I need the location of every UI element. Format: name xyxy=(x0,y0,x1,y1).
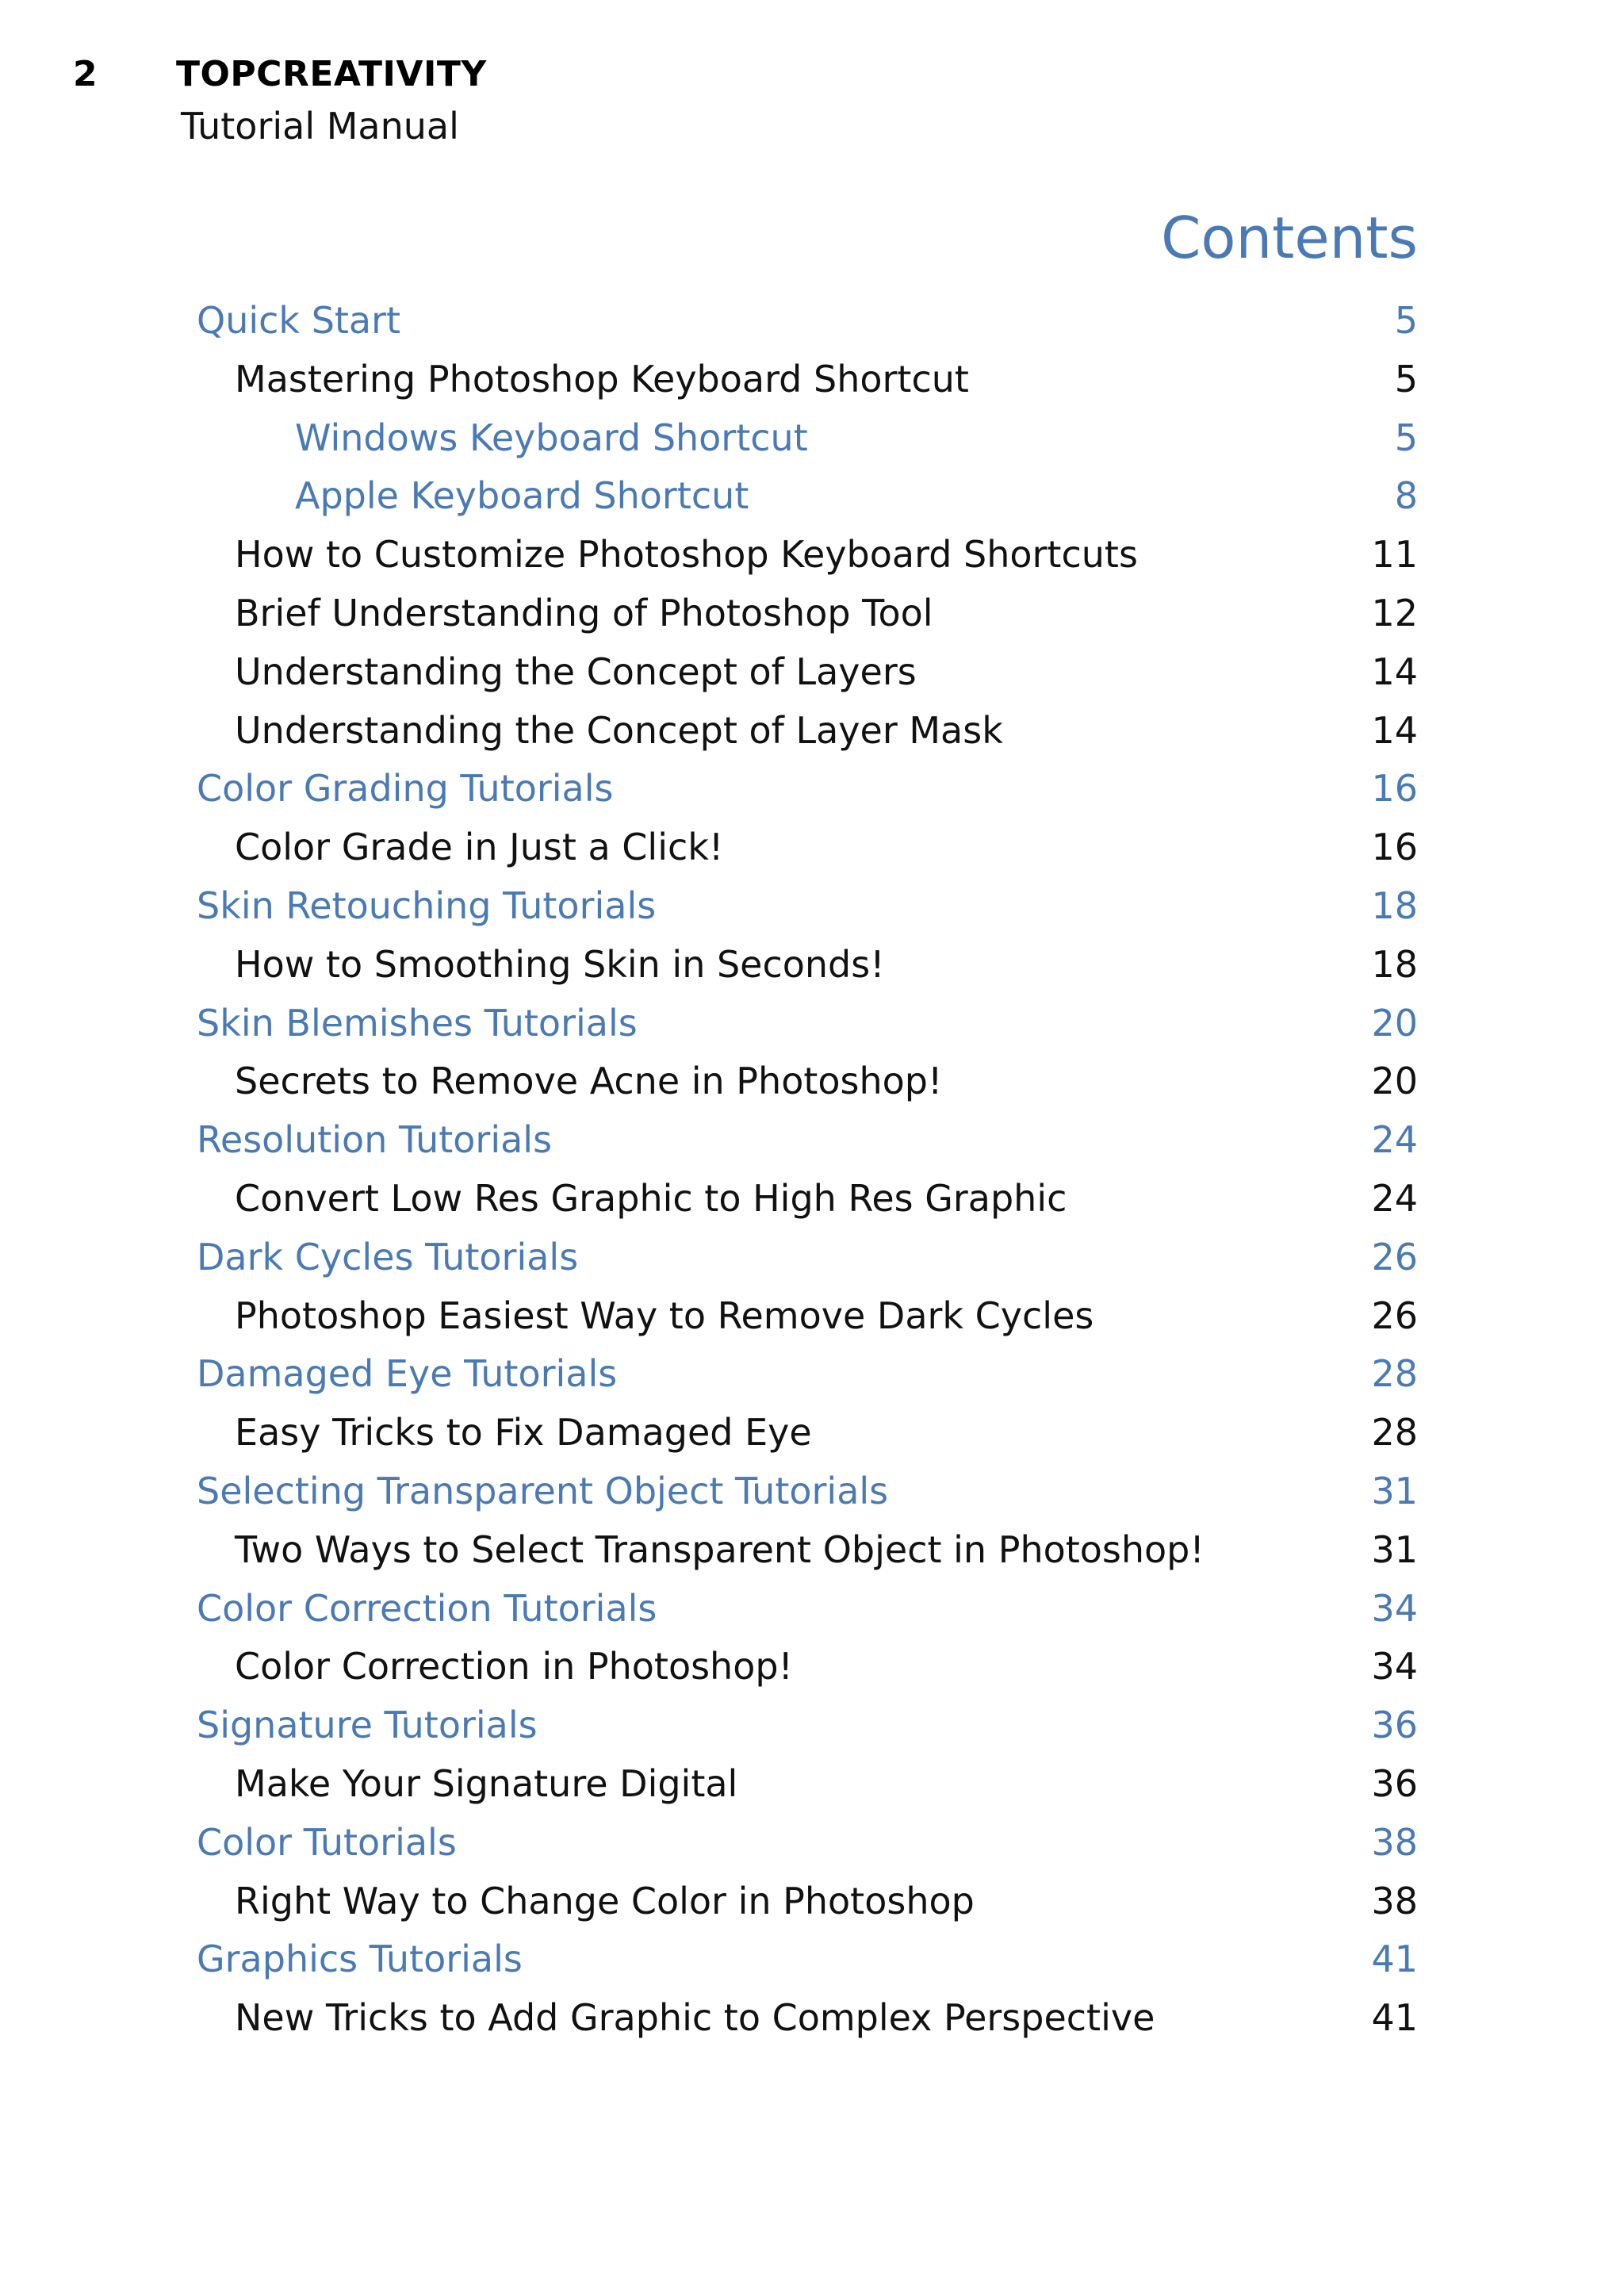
toc-entry[interactable] xyxy=(197,643,1418,702)
toc-entry-title: Brief Understanding of Photoshop Tool xyxy=(235,591,933,634)
toc-entry-title: Dark Cycles Tutorials xyxy=(197,1235,579,1278)
toc-entry-page-number: 8 xyxy=(1394,474,1418,518)
toc-entry-title: Color Tutorials xyxy=(197,1820,457,1864)
toc-entry-page-number: 26 xyxy=(1371,1235,1418,1278)
toc-entry-title: Color Correction in Photoshop! xyxy=(235,1645,793,1688)
toc-entry-title: Selecting Transparent Object Tutorials xyxy=(197,1469,889,1512)
toc-entry-title: New Tricks to Add Graphic to Complex Perspective xyxy=(235,1996,1155,2040)
toc-entry[interactable] xyxy=(197,995,1418,1053)
toc-entry-title: Photoshop Easiest Way to Remove Dark Cycles xyxy=(235,1294,1094,1337)
toc-entry-title: Mastering Photoshop Keyboard Shortcut xyxy=(235,357,969,401)
toc-entry[interactable] xyxy=(197,936,1418,995)
toc-entry[interactable] xyxy=(197,1930,1418,1989)
toc-entry[interactable] xyxy=(197,1228,1418,1287)
toc-entry[interactable] xyxy=(197,1052,1418,1111)
toc-entry-title: Right Way to Change Color in Photoshop xyxy=(235,1879,975,1922)
toc-entry-page-number: 5 xyxy=(1394,299,1418,342)
toc-entry-page-number: 16 xyxy=(1371,767,1418,811)
toc-entry[interactable] xyxy=(197,1638,1418,1696)
toc-entry-page-number: 20 xyxy=(1371,1060,1418,1103)
toc-entry-title: Skin Blemishes Tutorials xyxy=(197,1001,638,1045)
toc-entry-page-number: 34 xyxy=(1371,1645,1418,1688)
toc-entry[interactable] xyxy=(197,1111,1418,1170)
toc-entry-page-number: 11 xyxy=(1371,533,1418,577)
toc-entry[interactable] xyxy=(197,1814,1418,1872)
toc-entry-title: Color Grade in Just a Click! xyxy=(235,826,724,869)
toc-entry-title: Two Ways to Select Transparent Object in Photoshop! xyxy=(235,1527,1205,1571)
toc-entry-title: How to Customize Photoshop Keyboard Shortcuts xyxy=(235,533,1138,577)
toc-entry-page-number: 36 xyxy=(1371,1761,1418,1805)
brand-title: TOPCREATIVITY xyxy=(176,54,487,94)
toc-entry[interactable] xyxy=(197,1696,1418,1755)
toc-entry[interactable] xyxy=(197,409,1418,468)
toc-entry[interactable] xyxy=(197,1404,1418,1462)
toc-entry-title: Color Grading Tutorials xyxy=(197,767,614,811)
contents-heading: Contents xyxy=(1161,205,1418,271)
toc-entry-title: Damaged Eye Tutorials xyxy=(197,1352,618,1396)
toc-entry[interactable] xyxy=(197,1521,1418,1580)
toc-entry[interactable] xyxy=(197,1989,1418,2048)
toc-entry[interactable] xyxy=(197,351,1418,409)
toc-entry-page-number: 41 xyxy=(1371,1996,1418,2040)
toc-entry-title: Understanding the Concept of Layer Mask xyxy=(235,708,1003,752)
toc-entry-page-number: 14 xyxy=(1371,708,1418,752)
toc-entry-title: Apple Keyboard Shortcut xyxy=(295,474,749,518)
toc-entry-page-number: 31 xyxy=(1371,1527,1418,1571)
toc-entry-page-number: 18 xyxy=(1371,884,1418,927)
page-number: 2 xyxy=(73,54,98,94)
toc-entry-page-number: 16 xyxy=(1371,826,1418,869)
table-of-contents xyxy=(197,292,1418,2048)
toc-entry[interactable] xyxy=(197,818,1418,877)
toc-entry-page-number: 18 xyxy=(1371,942,1418,986)
toc-entry-title: Quick Start xyxy=(197,299,401,342)
toc-entry[interactable] xyxy=(197,1287,1418,1346)
toc-entry[interactable] xyxy=(197,467,1418,526)
toc-entry[interactable] xyxy=(197,702,1418,761)
toc-entry-page-number: 24 xyxy=(1371,1176,1418,1220)
toc-entry-page-number: 36 xyxy=(1371,1704,1418,1747)
toc-entry-title: Make Your Signature Digital xyxy=(235,1761,738,1805)
toc-entry-title: Color Correction Tutorials xyxy=(197,1586,657,1630)
toc-entry[interactable] xyxy=(197,760,1418,818)
toc-entry-page-number: 5 xyxy=(1394,357,1418,401)
toc-entry-title: Windows Keyboard Shortcut xyxy=(295,416,808,459)
toc-entry[interactable] xyxy=(197,1345,1418,1404)
toc-entry-title: Easy Tricks to Fix Damaged Eye xyxy=(235,1411,812,1455)
toc-entry-title: Convert Low Res Graphic to High Res Graphic xyxy=(235,1176,1067,1220)
toc-entry-page-number: 12 xyxy=(1371,591,1418,634)
toc-entry-title: Secrets to Remove Acne in Photoshop! xyxy=(235,1060,943,1103)
toc-entry-title: Understanding the Concept of Layers xyxy=(235,650,917,693)
toc-entry-title: Skin Retouching Tutorials xyxy=(197,884,657,927)
toc-entry[interactable] xyxy=(197,1170,1418,1228)
toc-entry-page-number: 5 xyxy=(1394,416,1418,459)
toc-entry-page-number: 41 xyxy=(1371,1938,1418,1981)
toc-entry-title: Resolution Tutorials xyxy=(197,1118,553,1162)
toc-entry-title: Graphics Tutorials xyxy=(197,1938,523,1981)
toc-entry-page-number: 26 xyxy=(1371,1294,1418,1337)
toc-entry[interactable] xyxy=(197,1462,1418,1521)
toc-entry-page-number: 38 xyxy=(1371,1879,1418,1922)
toc-entry-page-number: 38 xyxy=(1371,1820,1418,1864)
toc-entry[interactable] xyxy=(197,585,1418,643)
toc-entry-title: Signature Tutorials xyxy=(197,1704,538,1747)
toc-entry[interactable] xyxy=(197,526,1418,585)
toc-entry[interactable] xyxy=(197,1755,1418,1814)
toc-entry-page-number: 14 xyxy=(1371,650,1418,693)
toc-entry-page-number: 28 xyxy=(1371,1352,1418,1396)
toc-entry-page-number: 31 xyxy=(1371,1469,1418,1512)
toc-entry-title: How to Smoothing Skin in Seconds! xyxy=(235,942,885,986)
toc-entry[interactable] xyxy=(197,1872,1418,1931)
toc-entry[interactable] xyxy=(197,877,1418,936)
toc-entry-page-number: 20 xyxy=(1371,1001,1418,1045)
toc-entry[interactable] xyxy=(197,292,1418,351)
toc-entry[interactable] xyxy=(197,1580,1418,1639)
toc-entry-page-number: 24 xyxy=(1371,1118,1418,1162)
toc-entry-page-number: 34 xyxy=(1371,1586,1418,1630)
toc-entry-page-number: 28 xyxy=(1371,1411,1418,1455)
document-subtitle: Tutorial Manual xyxy=(181,105,459,148)
